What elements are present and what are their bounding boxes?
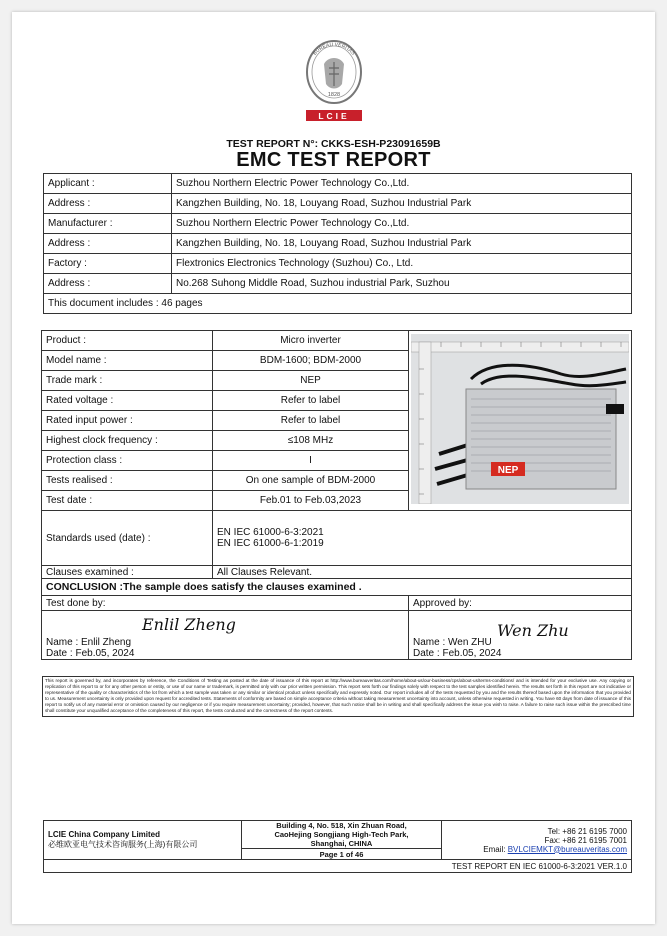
footer-company: LCIE China Company Limited 必维欧亚电气技术咨询服务(上海)有限公司 <box>44 821 242 860</box>
standards-value: EN IEC 61000-6-3:2021 EN IEC 61000-6-1:2019 <box>213 511 632 566</box>
standards-label: Standards used (date) : <box>42 511 213 566</box>
table-row <box>42 566 632 579</box>
footer-table <box>43 820 632 873</box>
page-number: Page 1 of 46 <box>242 849 442 860</box>
table-row: Product : Micro inverter NEP <box>42 331 632 351</box>
report-version: TEST REPORT EN IEC 61000-6-3:2021 VER.1.0 <box>44 860 632 873</box>
parties-table <box>43 173 632 314</box>
table-row: Factory : Flextronics Electronics Technology (Suzhou) Co., Ltd. <box>44 254 632 274</box>
table-row: Test date : Feb.01 to Feb.03,2023 <box>42 491 632 511</box>
signature-tester: Enlil Zheng <box>142 615 236 634</box>
email-link[interactable]: BVLCIEMKT@bureauveritas.com <box>507 844 627 854</box>
conclusion: CONCLUSION :The sample does satisfy the clauses examined . <box>42 579 632 596</box>
svg-text:BUREAU VERITAS: BUREAU VERITAS <box>312 41 356 57</box>
table-row: Address : Kangzhen Building, No. 18, Louyang Road, Suzhou Industrial Park <box>44 194 632 214</box>
table-row: Address : No.268 Suhong Middle Road, Suzhou industrial Park, Suzhou <box>44 274 632 294</box>
table-row <box>44 821 632 849</box>
table-row <box>42 511 632 566</box>
approved-label: Approved by: <box>409 596 632 611</box>
table-row: Trade mark : NEP <box>42 371 632 391</box>
table-row: Address : Kangzhen Building, No. 18, Louyang Road, Suzhou Industrial Park <box>44 234 632 254</box>
footer-address: Building 4, No. 518, Xin Zhuan Road, CaoHejing Songjiang High-Tech Park, Shanghai, CHINA <box>242 821 442 849</box>
table-row: Tests realised : On one sample of BDM-2000 <box>42 471 632 491</box>
table-row <box>44 294 632 314</box>
logo-brand: LCIE <box>318 111 350 121</box>
table-row: Rated voltage : Refer to label <box>42 391 632 411</box>
test-done-label: Test done by: <box>42 596 409 611</box>
clauses-label: Clauses examined : <box>42 566 213 579</box>
product-photo-cell <box>409 331 632 511</box>
photo-brand-label: NEP <box>497 465 519 476</box>
table-row <box>44 860 632 873</box>
approved-cell: Wen Zhu Name : Wen ZHU Date : Feb.05, 2024 <box>409 611 632 660</box>
report-number: TEST REPORT N°: CKKS-ESH-P23091659B <box>226 138 441 150</box>
document-includes: This document includes : 46 pages <box>44 294 632 314</box>
bureau-veritas-lcie-logo <box>302 34 366 124</box>
product-table <box>41 330 632 660</box>
test-done-cell: Enlil Zheng Name : Enlil Zheng Date : Feb.05, 2024 <box>42 611 409 660</box>
report-title: EMC TEST REPORT <box>236 149 431 171</box>
table-row: Model name : BDM-1600; BDM-2000 <box>42 351 632 371</box>
table-row <box>42 579 632 596</box>
logo-year: 1828 <box>327 92 341 98</box>
table-row: Manufacturer : Suzhou Northern Electric Power Technology Co.,Ltd. <box>44 214 632 234</box>
table-row <box>42 611 632 660</box>
legal-disclaimer: This report is governed by, and incorporates by reference, the Conditions of Testing as posted at the date of issuance of this report at http://www.bureauveritas.com/home/about-us/our-business/cps/about-us/terms-conditions/ and is intended for your exclusive use. Any copying or replication of this report to or for any other person or entity, or use of our name or trademark, is permitted only with our prior written permission. This report sets forth our findings solely with respect to the test samples identified herein. The results set forth in this report are not indicative or representative of the quality or characteristics of the lot from which a test sample was taken or any similar or identical product unless specifically and expressly noted. Our report includes all of the tests requested by you and the results thereof based upon the information that you provided to us. Measurement uncertainty is only provided upon request for accredited tests. Statements of conformity are based on simple acceptance criteria without taking measurement uncertainty into account, unless otherwise requested in writing. You have 60 days from date of issuance of this report to notify us of any material error or omission caused by our negligence or if you require measurement uncertainty; provided, however, that such notice shall be in writing and shall specifically address the issue you wish to raise. A failure to raise such issue within the prescribed time shall constitute your unqualified acceptance of the completeness of this report, the tests conducted and the correctness of the report contents. <box>42 676 634 717</box>
table-row: Applicant : Suzhou Northern Electric Power Technology Co.,Ltd. <box>44 174 632 194</box>
table-row: Highest clock frequency : ≤108 MHz <box>42 431 632 451</box>
footer-contact: Tel: +86 21 6195 7000 Fax: +86 21 6195 7001 Email: BVLCIEMKT@bureauveritas.com <box>442 821 632 860</box>
table-row <box>42 596 632 611</box>
table-row: Rated input power : Refer to label <box>42 411 632 431</box>
signature-approver: Wen Zhu <box>497 621 569 640</box>
clauses-value: All Clauses Relevant. <box>213 566 632 579</box>
table-row: Protection class : I <box>42 451 632 471</box>
product-photo <box>411 334 629 504</box>
